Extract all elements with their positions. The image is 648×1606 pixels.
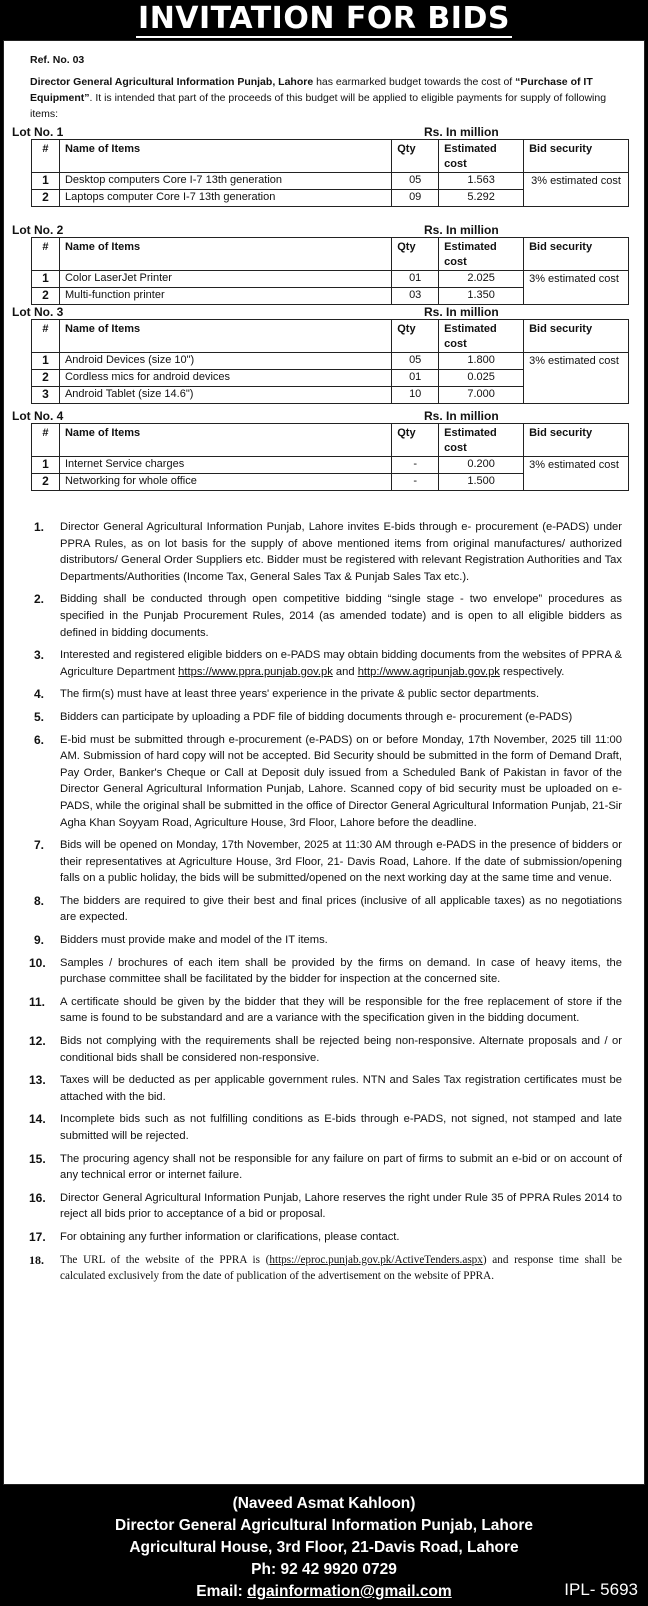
- clause-2: 2. Bidding shall be conducted through open competitive bidding “single stage - two envelope” procedures as specified in the Punjab Procurement Rules, 2014 (as amended todate) and is open to all eligible bidders as defined in bidding documents.: [34, 592, 622, 639]
- eproc-tenders-link[interactable]: https://eproc.punjab.gov.pk/ActiveTenders.aspx: [269, 1253, 483, 1266]
- clause-4: 4. The firm(s) must have at least three years' experience in the private & public sector departments.: [34, 687, 540, 702]
- clause-13: 13. Taxes will be deducted as per applicable government rules. NTN and Sales Tax registration certificates must be attached with the bid.: [29, 1073, 622, 1103]
- lot-2-table: [31, 237, 629, 305]
- ipl-code: IPL- 5693: [564, 1580, 638, 1599]
- bid-security-cell: 3% estimated cost: [524, 173, 629, 207]
- agripunjab-website-link[interactable]: http://www.agripunjab.gov.pk: [357, 665, 500, 678]
- lot-1-table: [31, 139, 629, 207]
- table-header-row: # Name of Items Qty Estimated cost Bid security: [32, 320, 629, 353]
- clause-8: 8. The bidders are required to give their best and final prices (inclusive of all applicable taxes) as no negotiations are expected.: [34, 893, 622, 924]
- signatory-designation: Director General Agricultural Information Punjab, Lahore: [115, 1517, 533, 1534]
- intro-authority: Director General Agricultural Information Punjab, Lahore: [30, 76, 314, 88]
- lot-4-unit: Rs. In million: [424, 409, 499, 423]
- intro-purchase-title: “Purchase of IT Equipment”: [30, 76, 593, 104]
- clause-18: 18. The URL of the website of the PPRA is (https://eproc.punjab.gov.pk/ActiveTenders.aspx) and response time shall be calculated exclusively from the date of publication of the advertisement on the website of PPRA.: [29, 1252, 622, 1283]
- notice-title: INVITATION FOR BIDS: [138, 1, 510, 36]
- bid-security-cell: 3% estimated cost: [524, 271, 629, 305]
- clause-15: 15. The procuring agency shall not be responsible for any failure on part of firms to submit an e-bid or on account of any technical error or internet failure.: [29, 1151, 622, 1182]
- lot-3-heading: Lot No. 3: [12, 305, 64, 319]
- table-row: 2 Cordless mics for android devices 01 0.025: [32, 370, 629, 387]
- table-row: 1 Internet Service charges - 0.200 3% estimated cost: [32, 457, 629, 474]
- clause-6: 6. E-bid must be submitted through e-procurement (e-PADS) on or before Monday, 17th November, 2025 till 11:00 AM. Submission of hard copy will not be accepted. Bid Security should be submitted in the form of Demand Draft, Pay Order, Banker's Cheque or Call at Deposit duly issued from a Scheduled Bank of Pakistan in favor of the Director General Agricultural Information Punjab, Lahore. Scanned copy of bid security must be uploaded on e-PADS, while the original shall be submitted in the office of Director General Agricultural Information Punjab, 21-Sir Agha Khan Soyyam Road, Agriculture House, 3rd Floor, Lahore before the deadline.: [34, 732, 622, 829]
- lot-1-heading: Lot No. 1: [12, 125, 64, 139]
- email-link[interactable]: dgainformation@gmail.com: [247, 1583, 452, 1600]
- clause-16: 16. Director General Agricultural Information Punjab, Lahore reserves the right under Rule 35 of PPRA Rules 2014 to reject all bids prior to acceptance of a bid or proposal.: [29, 1190, 622, 1221]
- table-header-row: # Name of Items Qty Estimated cost Bid security: [32, 424, 629, 457]
- table-header-row: # Name of Items Qty Estimated cost Bid security: [32, 238, 629, 271]
- lot-3-unit: Rs. In million: [424, 305, 499, 319]
- phone-number: Ph: 92 42 9920 0729: [251, 1561, 397, 1578]
- clause-12: 12. Bids not complying with the requirements shall be rejected being non-responsive. Alternate proposals and / or conditional bids shall be considered non-responsive.: [29, 1034, 622, 1064]
- signatory-name: (Naveed Asmat Kahloon): [232, 1495, 416, 1512]
- table-row: 2 Laptops computer Core I-7 13th generation 09 5.292: [32, 190, 629, 207]
- clause-11: 11. A certificate should be given by the bidder that they will be responsible for the free replacement of store if the same is found to be substandard and are a variance with the specification given in the bidding document.: [29, 994, 622, 1025]
- clause-10: 10. Samples / brochures of each item shall be provided by the firms on demand. In case of heavy items, the purchase committee shall be facilitated by the bidder for inspection at the concerned site.: [29, 955, 622, 986]
- notice-header: [0, 0, 648, 40]
- lot-4-table: [31, 423, 629, 491]
- intro-paragraph: Director General Agricultural Information Punjab, Lahore has earmarked budget towards the cost of “Purchase of IT Equipment”. It is intended that part of the proceeds of this budget will be applied to eligible payments for supply of following items:: [30, 76, 607, 120]
- table-row: 1 Color LaserJet Printer 01 2.025 3% estimated cost: [32, 271, 629, 288]
- table-row: 3 Android Tablet (size 14.6") 10 7.000: [32, 387, 629, 404]
- office-address: Agricultural House, 3rd Floor, 21-Davis Road, Lahore: [129, 1539, 519, 1556]
- clause-1: 1. Director General Agricultural Information Punjab, Lahore invites E-bids through e- procurement (e-PADS) under PPRA Rules, as on lot basis for the supply of above mentioned items from original manufactures/ authorized distributors/ General Order Suppliers etc. Bidder must be registered with relevant Registration Authorities and Tax Departments/Authorities (Income Tax, General Sales Tax & Punjab Sales Tax etc.).: [34, 520, 622, 583]
- clause-5: 5. Bidders can participate by uploading a PDF file of bidding documents through e- procurement (e-PADS): [34, 709, 573, 724]
- table-row: 2 Multi-function printer 03 1.350: [32, 288, 629, 305]
- clause-3: 3. Interested and registered eligible bidders on e-PADS may obtain bidding documents from the websites of PPRA & Agriculture Department https://www.ppra.punjab.gov.pk and http://www.agripunjab.gov.pk respectively.: [34, 648, 622, 678]
- lot-2-heading: Lot No. 2: [12, 223, 64, 237]
- bid-security-cell: 3% estimated cost: [524, 457, 629, 491]
- table-row: 1 Android Devices (size 10") 05 1.800 3% estimated cost: [32, 353, 629, 370]
- clause-14: 14. Incomplete bids such as not fulfilling conditions as E-bids through e-PADS, not signed, not stamped and late submitted will be rejected.: [29, 1112, 622, 1142]
- lot-4-heading: Lot No. 4: [12, 409, 64, 423]
- clause-17: 17. For obtaining any further information or clarifications, please contact.: [29, 1229, 400, 1244]
- lot-3-table: [31, 319, 629, 404]
- table-row: 1 Desktop computers Core I-7 13th generation 05 1.563 3% estimated cost: [32, 173, 629, 190]
- clause-7: 7. Bids will be opened on Monday, 17th November, 2025 at 11:30 AM through e-PADS in the presence of bidders or their representatives at Agriculture House, 3rd Floor, 21- Davis Road, Lahore. If the date of submission/opening falls on a public holiday, the bids will be submitted/opened on the next working day at the same time and venue.: [34, 838, 622, 885]
- lot-1-unit: Rs. In million: [424, 125, 499, 139]
- table-header-row: # Name of Items Qty Estimated cost Bid security: [32, 140, 629, 173]
- ppra-website-link[interactable]: https://www.ppra.punjab.gov.pk: [178, 665, 333, 678]
- clause-9: 9. Bidders must provide make and model of the IT items.: [34, 933, 328, 948]
- terms-list: [4, 519, 644, 1291]
- notice-body: [3, 40, 645, 1485]
- bid-security-cell: 3% estimated cost: [524, 353, 629, 404]
- table-row: 2 Networking for whole office - 1.500: [32, 474, 629, 491]
- email-line: Email: dgainformation@gmail.com: [196, 1583, 452, 1600]
- signature-block: [0, 1487, 648, 1606]
- lot-2-unit: Rs. In million: [424, 223, 499, 237]
- reference-number: Ref. No. 03: [30, 54, 85, 66]
